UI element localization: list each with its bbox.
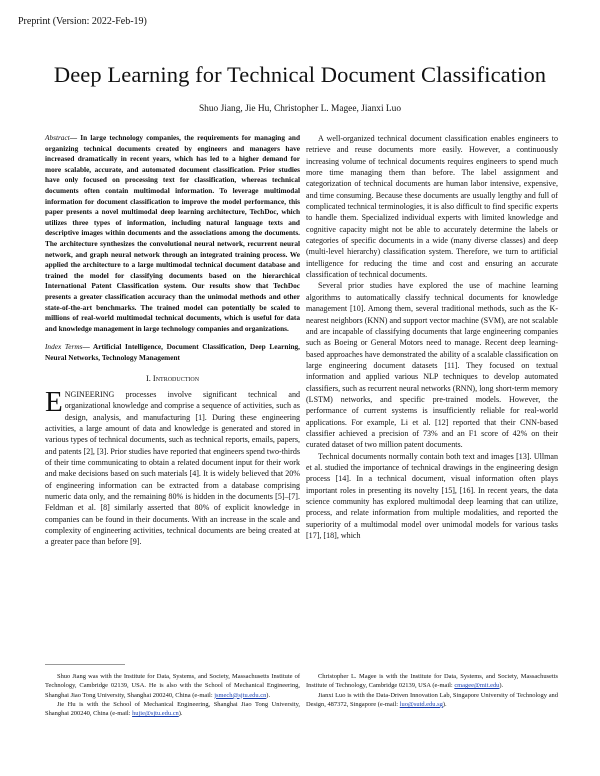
- abstract-label: Abstract: [45, 133, 70, 142]
- preprint-version-label: Preprint (Version: 2022-Feb-19): [18, 16, 147, 27]
- footnote-author-4-end: ).: [442, 700, 447, 708]
- index-terms-body: Artificial Intelligence, Document Classification, Deep Learning, Neural Networks, Technology Management: [45, 342, 301, 362]
- abstract-body: In large technology companies, the requirements for managing and organizing technical documents created by engineers and managers have increased dramatically in recent years, which has led to a higher demand for more scalable, accurate, and automated document classification. Prior studies have only focused on processing text for classification, whereas technical documents often contain multimodal information. To leverage multimodal information for document classification to improve the model performance, this paper presents a novel multimodal deep learning architecture, TechDoc, which utilizes three types of information, including natural language texts and descriptive images within documents and the associations among the documents. The architecture synthesizes the convolutional neural network, recurrent neural network, and graph neural network through an integrated training process. We applied the architecture to a large multimodal technical document database and trained the model for classifying documents based on the hierarchical International Patent Classification system. Our results show that TechDoc presents a greater classification accuracy than the unimodal methods and other state-of-the-art benchmarks. The trained model can potentially be scaled to millions of real-world multimodal technical documents, which is useful for data and knowledge management in large technology companies and organizations.: [45, 133, 301, 333]
- index-terms-dash: —: [82, 342, 94, 352]
- intro-paragraph-text: NGINEERING processes involve significant technical and organizational knowledge and comprise a sequence of activities, such as design, analysis, and manufacturing [1]. During these engineering activities, a large amount of data and knowledge is generated and stored in various types of technical documents, such as technical reports, emails, papers, and patents [2], [3]. Prior studies have reported that engineers spend two-thirds of their time communicating to obtain a related document input for their work and make decisions based on such materials [4]. It is widely believed that 20% of engineering information can be extracted from a database comprising numeric data only, and the remaining 80% is hidden in the documents [5]–[7]. Feldman et al. [8] similarly asserted that 80% of explicit knowledge in companies can be found in their documents. With an increase in the scale and complexity of engineering activities, technical documents are being created at a greater pace than before [9].: [45, 389, 300, 547]
- footnote-author-3-end: ).: [499, 682, 504, 690]
- index-terms: [45, 342, 300, 363]
- abstract: [45, 133, 300, 334]
- left-column: [45, 133, 300, 548]
- footnote-author-1-text: Shuo Jiang was with the Institute for Data, Systems, and Society, Massachusetts Institute of Technology, Cambridge 02139, USA. He is also with the School of Mechanical Engineering, Shanghai Jiao Tong University, Shanghai 200240, China (e-mail:: [45, 673, 300, 699]
- footnote-divider: [45, 664, 125, 665]
- footnote-author-4-text: Jianxi Luo is with the Data-Driven Innovation Lab, Singapore University of Technology and Design, 487372, Singapore (e-mail:: [306, 691, 558, 708]
- footnote-author-1: [45, 672, 300, 700]
- footnotes-left: [45, 672, 300, 718]
- abstract-dash: —: [69, 133, 81, 142]
- email-link-magee[interactable]: cmagee@mit.edu: [454, 682, 500, 690]
- author-list: Shuo Jiang, Jie Hu, Christopher L. Magee, Jianxi Luo: [198, 104, 402, 114]
- footnote-author-3: [306, 672, 558, 691]
- email-link-hu[interactable]: hujie@sjtu.edu.cn: [132, 710, 179, 718]
- right-column: [306, 133, 558, 541]
- footnotes-right: [306, 672, 558, 709]
- footnote-author-3-text: Christopher L. Magee is with the Institute for Data, Systems, and Society, Massachusetts Institute of Technology, Cambridge 02139, USA (e-mail:: [306, 673, 558, 690]
- footnote-author-2: [45, 700, 300, 719]
- intro-paragraph: [45, 385, 300, 548]
- index-terms-label: Index Terms: [45, 342, 83, 352]
- email-link-luo[interactable]: luo@sutd.edu.sg: [399, 700, 443, 708]
- footnote-author-2-end: ).: [178, 710, 183, 718]
- email-link-jiang[interactable]: jsmech@sjtu.edu.cn: [214, 691, 267, 699]
- paper-title: Deep Learning for Technical Document Classification: [53, 62, 547, 87]
- footnote-author-2-text: Jie Hu is with the School of Mechanical Engineering, Shanghai Jiao Tong University, Shanghai 200240, China (e-mail:: [45, 700, 300, 718]
- body-paragraph-2: Several prior studies have explored the use of machine learning algorithms to automatically classify technical documents for knowledge management [10]. Among them, several traditional methods, such as the K-nearest neighbors (KNN) and support vector machine (SVM), are not scalable and are incapable of classifying documents that large engineering companies such as Boeing or General Motors need to manage. Recent deep learning-based approaches have demonstrated the ability of a scalable classification on large engineering document datasets [11]. They focused on textual information and applied various NLP techniques to develop automated classifiers, such as recurrent neural networks (RNN), long short-term memory (LSTM) networks, and specific pre-trained models. However, the performance of current systems is insufficiently reliable for real-world applications. For example, Li et al. [12] reported that their CNN-based classifier achieved a precision of 73% and an F1 score of 42% on their curated dataset of two million patent documents.: [306, 281, 558, 450]
- footnote-author-1-end: ).: [266, 691, 271, 699]
- body-paragraph-3: Technical documents normally contain both text and images [13]. Ullman et al. studied the importance of technical drawings in the engineering design process [14]. In a technical document, visual information often plays important roles in presenting its novelty [15], [16]. In recent years, the data science community has explored multimodal deep learning that can utilize, process, and relate information from multiple modalities, and reported the superiority of a multimodal model over unimodal models for various tasks [17], [18], which: [306, 451, 558, 541]
- section-heading-introduction: I. Introduction: [145, 374, 200, 384]
- drop-cap-letter: E: [45, 385, 63, 418]
- body-paragraph-1: A well-organized technical document classification enables engineers to retrieve and reuse documents more easily. However, a continuously increasing volume of technical documents requires engineers to spend much more time managing them than before. The label assignment and categorization of technical documents are human labor intensive, expensive, and time consuming. Because these documents are usually lengthy and full of complicated technical terminologies, it is also difficult to find specific experts to handle them. Specialized individual experts with limited knowledge and cognitive capacity might not be able to accurately determine the labels or categories of specific documents in a wide (many diverse classes) and deep (multi-level hierarchy) classification system. Therefore, we turn to artificial intelligence for reducing the time and cost and ensuring an accurate classification of technical documents.: [306, 134, 558, 280]
- footnote-author-4: [306, 691, 558, 710]
